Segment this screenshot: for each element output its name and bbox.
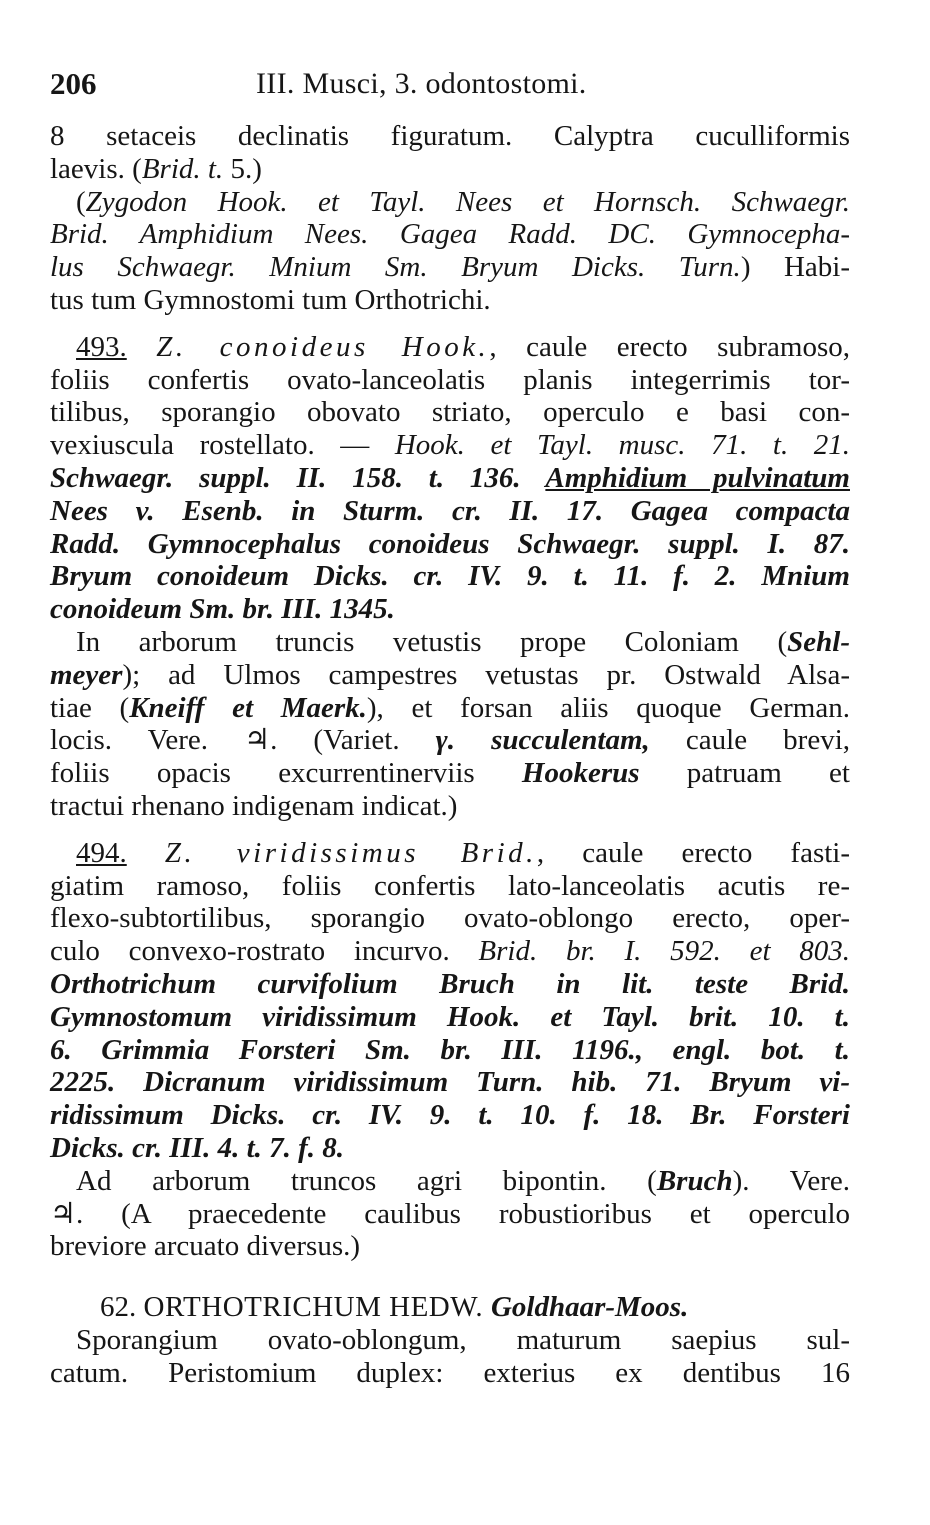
habitat-line: In arborum truncis vetustis prope Coloniam (Sehl- xyxy=(76,625,850,658)
habitat-line: locis. Vere. ♃. (Variet. γ. succulentam, caule brevi, xyxy=(50,724,850,757)
species-name: Z. conoideus Hook. xyxy=(156,330,490,363)
habitat-line: ♃. (A praecedente caulibus robustioribus et operculo xyxy=(50,1197,850,1230)
text-line: 2225. Dicranum viridissimum Turn. hib. 71. Bryum vi- xyxy=(50,1066,850,1099)
text-line: Bryum conoideum Dicks. cr. IV. 9. t. 11. f. 2. Mnium xyxy=(50,560,850,593)
text-line: tilibus, sporangio obovato striato, operculo e basi con- xyxy=(50,396,850,429)
text-line: culo convexo-rostrato incurvo. Brid. br. I. 592. et 803. xyxy=(50,935,850,968)
species-name: Z. viridissimus Brid. xyxy=(164,836,537,869)
text-line: giatim ramoso, foliis confertis lato-lanceolatis acutis re- xyxy=(50,869,850,902)
text-line: conoideum Sm. br. III. 1345. xyxy=(50,593,395,626)
text-line: foliis confertis ovato-lanceolatis planis integerrimis tor- xyxy=(50,363,850,396)
genus-heading: 62. ORTHOTRICHUM HEDW. Goldhaar-Moos. xyxy=(100,1291,689,1324)
species-heading: 493. Z. conoideus Hook., caule erecto subramoso, xyxy=(76,330,850,363)
text-line: Dicks. cr. III. 4. t. 7. f. 8. xyxy=(50,1131,345,1164)
text-line: catum. Peristomium duplex: exterius ex dentibus 16 xyxy=(50,1356,850,1389)
text-line: 8 setaceis declinatis figuratum. Calyptra cuculliformis xyxy=(50,120,850,152)
habitat-line: meyer); ad Ulmos campestres vetustas pr. Ostwald Alsa- xyxy=(50,658,850,691)
species-493 xyxy=(50,331,850,823)
habitat-line: tractui rhenano indigenam indicat.) xyxy=(50,789,458,822)
species-494 xyxy=(50,837,850,1263)
species-number: 494. xyxy=(76,836,127,869)
habitat-line: foliis opacis excurrentinerviis Hookerus patruam et xyxy=(50,757,850,790)
genus-62 xyxy=(50,1291,850,1389)
page-number: 206 xyxy=(50,66,97,101)
habitat-line: tiae (Kneiff et Maerk.), et forsan aliis quoque German. xyxy=(50,691,850,724)
text-line: laevis. (Brid. t. 5.) xyxy=(50,152,262,185)
text-line: Radd. Gymnocephalus conoideus Schwaegr. suppl. I. 87. xyxy=(50,527,850,560)
text-line: Sporangium ovato-oblongum, maturum saepius sul- xyxy=(76,1323,850,1356)
synonyms-line: (Zygodon Hook. et Tayl. Nees et Hornsch. Schwaegr. xyxy=(76,185,850,218)
text-line: 6. Grimmia Forsteri Sm. br. III. 1196., engl. bot. t. xyxy=(50,1033,850,1066)
text-line: Nees v. Esenb. in Sturm. cr. II. 17. Gagea compacta xyxy=(50,494,850,527)
book-page xyxy=(50,62,850,1389)
running-title: III. Musci, 3. odontostomi. xyxy=(256,67,587,100)
text-line: flexo-subtortilibus, sporangio ovato-oblongo erecto, oper- xyxy=(50,902,850,935)
text-line: ridissimum Dicks. cr. IV. 9. t. 10. f. 18. Br. Forsteri xyxy=(50,1099,850,1132)
synonyms-line: Brid. Amphidium Nees. Gagea Radd. DC. Gymnocepha- xyxy=(50,218,850,251)
species-number: 493. xyxy=(76,330,127,363)
synonyms-line: lus Schwaegr. Mnium Sm. Bryum Dicks. Turn.) Habi- xyxy=(50,251,851,284)
text-line: Schwaegr. suppl. II. 158. t. 136. Amphidium pulvinatum xyxy=(50,461,850,494)
text-line: Gymnostomum viridissimum Hook. et Tayl. brit. 10. t. xyxy=(50,1000,850,1033)
species-heading: 494. Z. viridissimus Brid., caule erecto fasti- xyxy=(76,836,851,869)
habitat-line: Ad arborum truncos agri bipontin. (Bruch). Vere. xyxy=(76,1164,850,1197)
habitat-line: breviore arcuato diversus.) xyxy=(50,1230,361,1263)
synonyms-line: tus tum Gymnostomi tum Orthotrichi. xyxy=(50,283,491,316)
page-header xyxy=(50,62,850,120)
text-line: vexiuscula rostellato. — Hook. et Tayl. musc. 71. t. 21. xyxy=(50,429,850,462)
text-line: Orthotrichum curvifolium Bruch in lit. teste Brid. xyxy=(50,967,850,1000)
